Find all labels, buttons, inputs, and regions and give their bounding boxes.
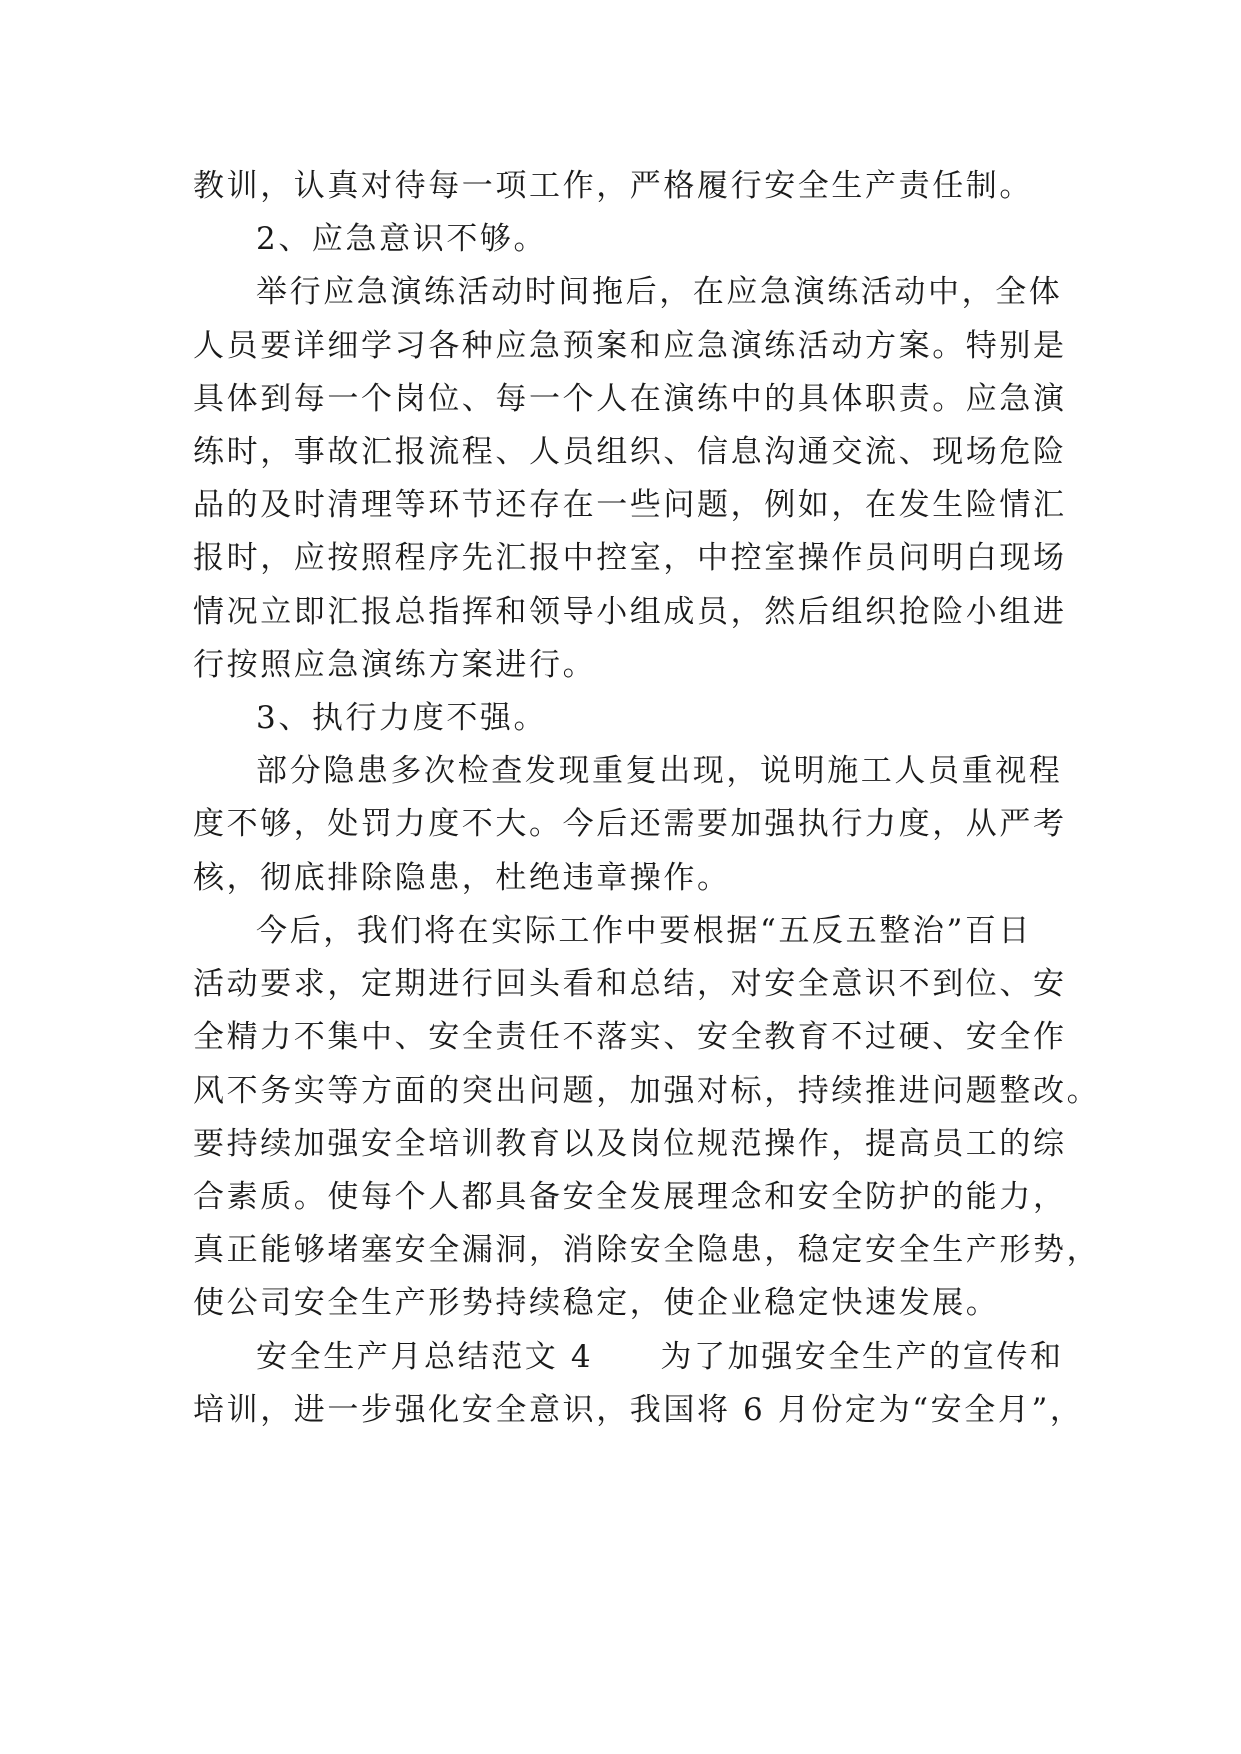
text-line: 今后，我们将在实际工作中要根据“五反五整治”百日 [256,913,1033,949]
text-line: 要持续加强安全培训教育以及岗位规范操作，提高员工的综 [193,1126,1067,1162]
text-line: 全精力不集中、安全责任不落实、安全教育不过硬、安全作 [193,1019,1067,1055]
text-line: 活动要求，定期进行回头看和总结，对安全意识不到位、安 [193,966,1067,1002]
text-line: 培训，进一步强化安全意识，我国将 6 月份定为“安全月”， [193,1392,1084,1428]
text-line: 举行应急演练活动时间拖后，在应急演练活动中，全体 [256,274,1063,310]
text-line: 人员要详细学习各种应急预案和应急演练活动方案。特别是 [193,328,1067,364]
text-line: 风不务实等方面的突出问题，加强对标，持续推进问题整改。 [193,1073,1101,1109]
text-line: 教训，认真对待每一项工作，严格履行安全生产责任制。 [193,168,1033,204]
section-heading: 2、应急意识不够。 [256,221,548,257]
text-line: 具体到每一个岗位、每一个人在演练中的具体职责。应急演 [193,381,1067,417]
text-line: 合素质。使每个人都具备安全发展理念和安全防护的能力， [193,1179,1067,1215]
text-line: 使公司安全生产形势持续稳定，使企业稳定快速发展。 [193,1285,1000,1321]
section-heading: 3、执行力度不强。 [256,700,548,736]
text-line: 部分隐患多次检查发现重复出现，说明施工人员重视程 [256,753,1063,789]
text-line: 练时，事故汇报流程、人员组织、信息沟通交流、现场危险 [193,434,1067,470]
text-line: 真正能够堵塞安全漏洞，消除安全隐患，稳定安全生产形势， [193,1232,1101,1268]
text-line: 行按照应急演练方案进行。 [193,647,597,683]
text-line: 报时，应按照程序先汇报中控室，中控室操作员问明白现场 [193,540,1067,576]
text-line: 情况立即汇报总指挥和领导小组成员，然后组织抢险小组进 [193,594,1067,630]
text-line: 品的及时清理等环节还存在一些问题，例如，在发生险情汇 [193,487,1067,523]
text-line: 度不够，处罚力度不大。今后还需要加强执行力度，从严考 [193,806,1067,842]
text-line: 安全生产月总结范文 4 为了加强安全生产的宣传和 [256,1339,1064,1375]
text-line: 核，彻底排除隐患，杜绝违章操作。 [193,860,731,896]
